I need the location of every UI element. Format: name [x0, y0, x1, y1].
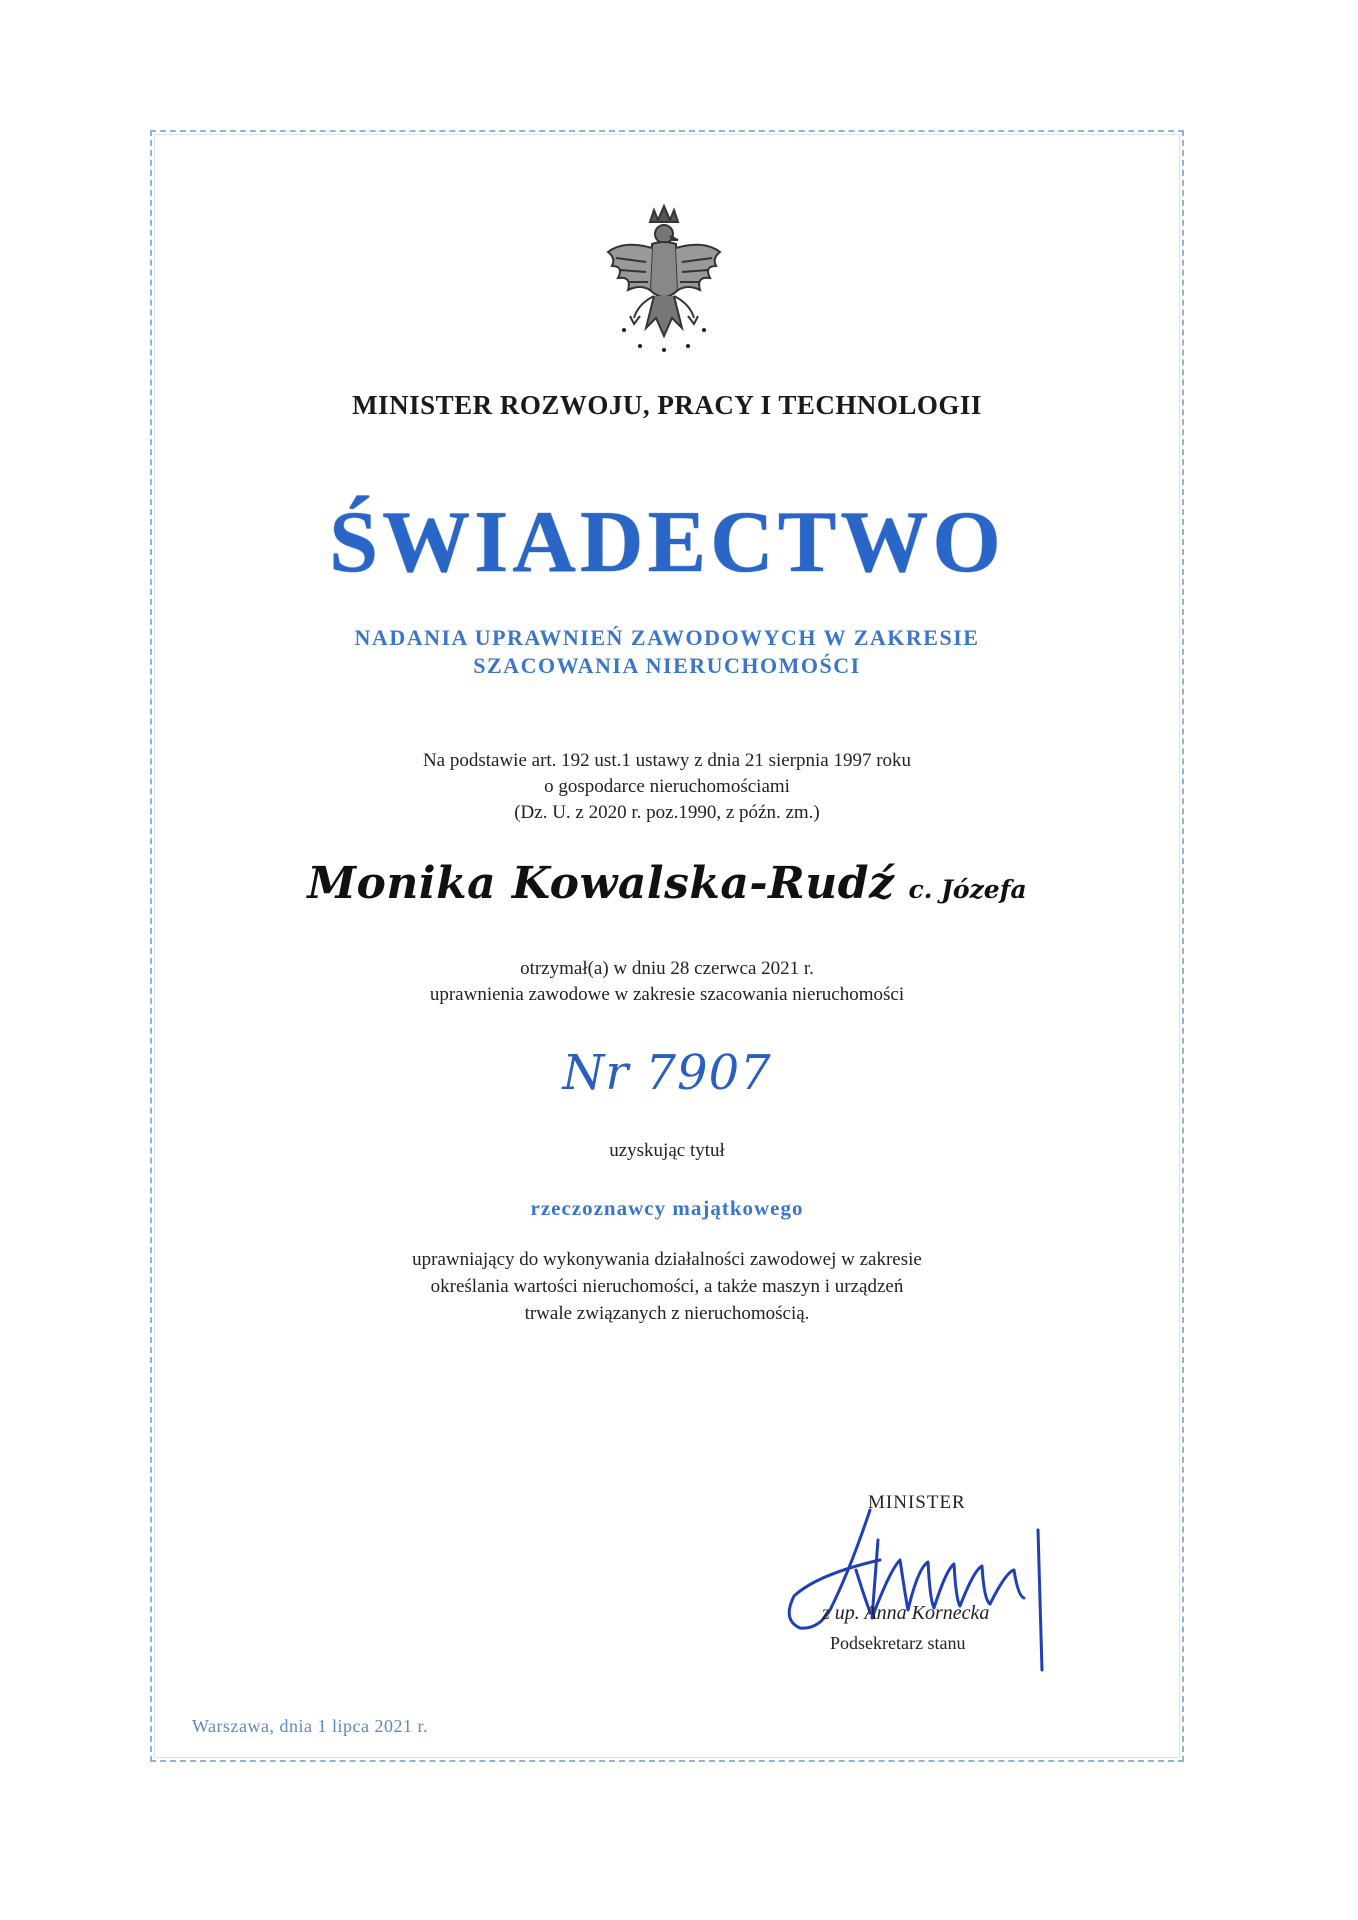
signatory-title: MINISTER — [868, 1492, 966, 1513]
title-intro: uzyskując tytuł — [609, 1140, 725, 1161]
scope-line-2: określania wartości nieruchomości, a także maszyn i urządzeń — [430, 1276, 904, 1297]
place-and-date: Warszawa, dnia 1 lipca 2021 r. — [192, 1716, 428, 1736]
signatory-name: z up. Anna Kornecka — [822, 1602, 990, 1624]
received-line-2: uprawnienia zawodowe w zakresie szacowania nieruchomości — [429, 984, 905, 1005]
professional-title: rzeczoznawcy majątkowego — [530, 1196, 804, 1220]
certificate-number: Nr 7907 — [562, 1045, 772, 1101]
legal-basis-line-1: Na podstawie art. 192 ust.1 ustawy z dnia 21 sierpnia 1997 roku — [422, 750, 912, 771]
legal-basis-line-3: (Dz. U. z 2020 r. poz.1990, z późn. zm.) — [514, 802, 820, 823]
signatory-role: Podsekretarz stanu — [830, 1633, 966, 1653]
holder-patronymic: c. Józefa — [908, 875, 1027, 904]
received-line-1: otrzymał(a) w dniu 28 czerwca 2021 r. — [520, 958, 814, 979]
scope-line-3: trwale związanych z nieruchomością. — [524, 1303, 810, 1324]
holder-name: Monika Kowalska-Rudź — [307, 858, 895, 909]
subtitle-line-2: SZACOWANIA NIERUCHOMOŚCI — [473, 653, 861, 678]
document-title: ŚWIADECTWO — [329, 494, 1005, 591]
legal-basis-line-2: o gospodarce nieruchomościami — [544, 776, 790, 797]
holder-name-line — [150, 858, 1184, 909]
subtitle-line-1: NADANIA UPRAWNIEŃ ZAWODOWYCH W ZAKRESIE — [354, 625, 980, 650]
polish-eagle-emblem-icon — [594, 200, 734, 360]
issuer-heading: MINISTER ROZWOJU, PRACY I TECHNOLOGII — [352, 390, 982, 420]
scope-line-1: uprawniający do wykonywania działalności zawodowej w zakresie — [412, 1249, 922, 1270]
